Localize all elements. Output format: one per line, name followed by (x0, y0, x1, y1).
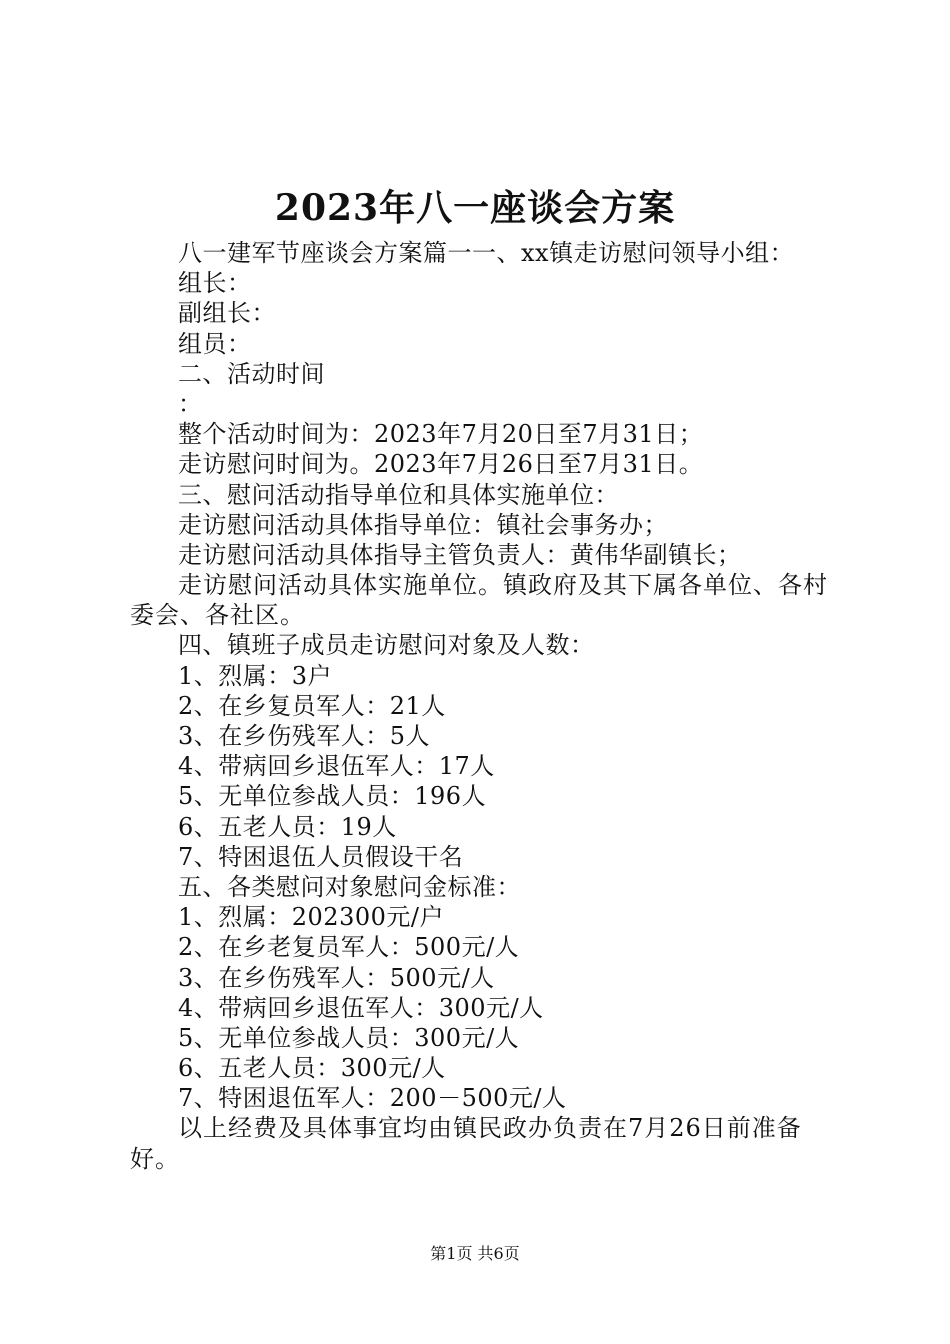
list-item: 2、在乡老复员军人：500元/人 (178, 933, 520, 962)
body-line: 走访慰问时间为。2023年7月26日至7月31日。 (178, 450, 704, 479)
body-line: 五、各类慰问对象慰问金标准： (178, 872, 521, 901)
body-line: 三、慰问活动指导单位和具体实施单位： (178, 480, 619, 509)
body-line: 组长： (178, 269, 252, 298)
list-item: 2、在乡复员军人：21人 (178, 691, 446, 720)
body-line: 走访慰问活动具体指导主管负责人：黄伟华副镇长； (178, 540, 742, 569)
list-item: 6、五老人员：300元/人 (178, 1054, 446, 1083)
body-line: 组员： (178, 329, 252, 358)
list-item: 4、带病回乡退伍军人：300元/人 (178, 993, 544, 1022)
list-item: 4、带病回乡退伍军人：17人 (178, 752, 495, 781)
page-footer: 第1页 共6页 (430, 1244, 520, 1263)
list-item: 1、烈属：202300元/户 (178, 903, 444, 932)
body-line: 二、活动时间 (178, 359, 325, 388)
list-item: 3、在乡伤残军人：5人 (178, 722, 431, 751)
list-item: 7、特困退伍军人：200－500元/人 (178, 1084, 567, 1113)
body-paragraph: 以上经费及具体事宜均由镇民政办负责在7月26日前准备好。 (130, 1114, 802, 1173)
document-body (130, 238, 830, 1174)
body-line: 副组长： (178, 299, 276, 328)
list-item: 5、无单位参战人员：196人 (178, 782, 487, 811)
body-line: ： (178, 389, 203, 418)
list-item: 5、无单位参战人员：300元/人 (178, 1023, 520, 1052)
list-item: 6、五老人员：19人 (178, 812, 397, 841)
body-paragraph: 走访慰问活动具体实施单位。镇政府及其下属各单位、各村委会、各社区。 (130, 571, 828, 630)
list-item: 1、烈属：3户 (178, 661, 333, 690)
list-item: 3、在乡伤残军人：500元/人 (178, 963, 495, 992)
body-line: 四、镇班子成员走访慰问对象及人数： (178, 631, 595, 660)
body-line: 八一建军节座谈会方案篇一一、xx镇走访慰问领导小组： (178, 239, 795, 267)
body-line: 整个活动时间为：2023年7月20日至7月31日； (178, 420, 704, 449)
body-line: 走访慰问活动具体指导单位：镇社会事务办； (178, 510, 668, 539)
list-item: 7、特困退伍人员假设干名 (178, 842, 464, 871)
document-title: 2023年八一座谈会方案 (274, 187, 676, 229)
